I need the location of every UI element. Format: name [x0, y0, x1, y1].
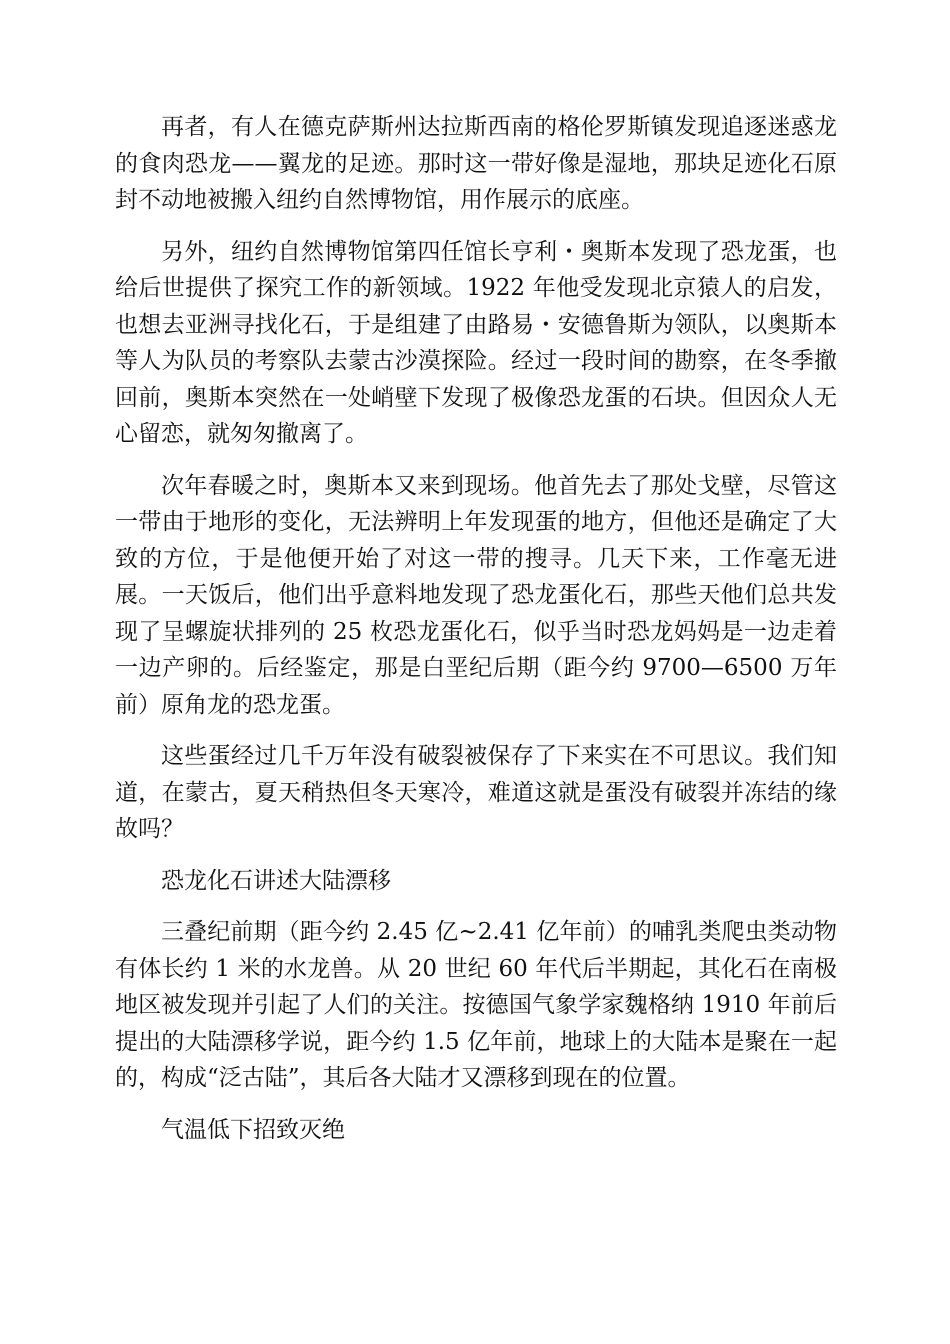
- section-heading-continental-drift: 恐龙化石讲述大陆漂移: [161, 867, 391, 894]
- paragraph-footprints: 再者，有人在德克萨斯州达拉斯西南的格伦罗斯镇发现追逐迷惑龙的食肉恐龙——翼龙的足迹。那时这一带好像是湿地，那块足迹化石原封不动地被搬入纽约自然博物馆，用作展示的底座。: [115, 114, 837, 213]
- document-body: [115, 109, 837, 1163]
- section-heading-extinction: 气温低下招致灭绝: [161, 1116, 345, 1143]
- paragraph-osborn-discovery: 另外，纽约自然博物馆第四任馆长亨利・奥斯本发现了恐龙蛋，也给后世提供了探究工作的新领域。1922 年他受发现北京猿人的启发，也想去亚洲寻找化石，于是组建了由路易・安德鲁斯为领队，以奥斯本等人为队员的考察队去蒙古沙漠探险。经过一段时间的勘察，在冬季撤回前，奥斯本突然在一处峭壁下发现了极像恐龙蛋的石块。但因众人无心留恋，就匆匆撤离了。: [115, 238, 837, 447]
- paragraph-preservation: 这些蛋经过几千万年没有破裂被保存了下来实在不可思议。我们知道，在蒙古，夏天稍热但冬天寒冷，难道这就是蛋没有破裂并冻结的缘故吗？: [115, 743, 837, 842]
- paragraph-lystrosaurus: 三叠纪前期（距今约 2.45 亿~2.41 亿年前）的哺乳类爬虫类动物有体长约 1 米的水龙兽。从 20 世纪 60 年代后半期起，其化石在南极地区被发现并引起了人们的关注。按德国气象学家魏格纳 1910 年前后提出的大陆漂移学说，距今约 1.5 亿年前，地球上的大陆本是聚在一起的，构成“泛古陆”，其后各大陆才又漂移到现在的位置。: [115, 919, 837, 1091]
- paragraph-egg-fossils: 次年春暖之时，奥斯本又来到现场。他首先去了那处戈壁，尽管这一带由于地形的变化，无法辨明上年发现蛋的地方，但他还是确定了大致的方位，于是他便开始了对这一带的搜寻。几天下来，工作毫无进展。一天饭后，他们出乎意料地发现了恐龙蛋化石，那些天他们总共发现了呈螺旋状排列的 25 枚恐龙蛋化石，似乎当时恐龙妈妈是一边走着一边产卵的。后经鉴定，那是白垩纪后期（距今约 9700—6500 万年前）原角龙的恐龙蛋。: [115, 472, 837, 718]
